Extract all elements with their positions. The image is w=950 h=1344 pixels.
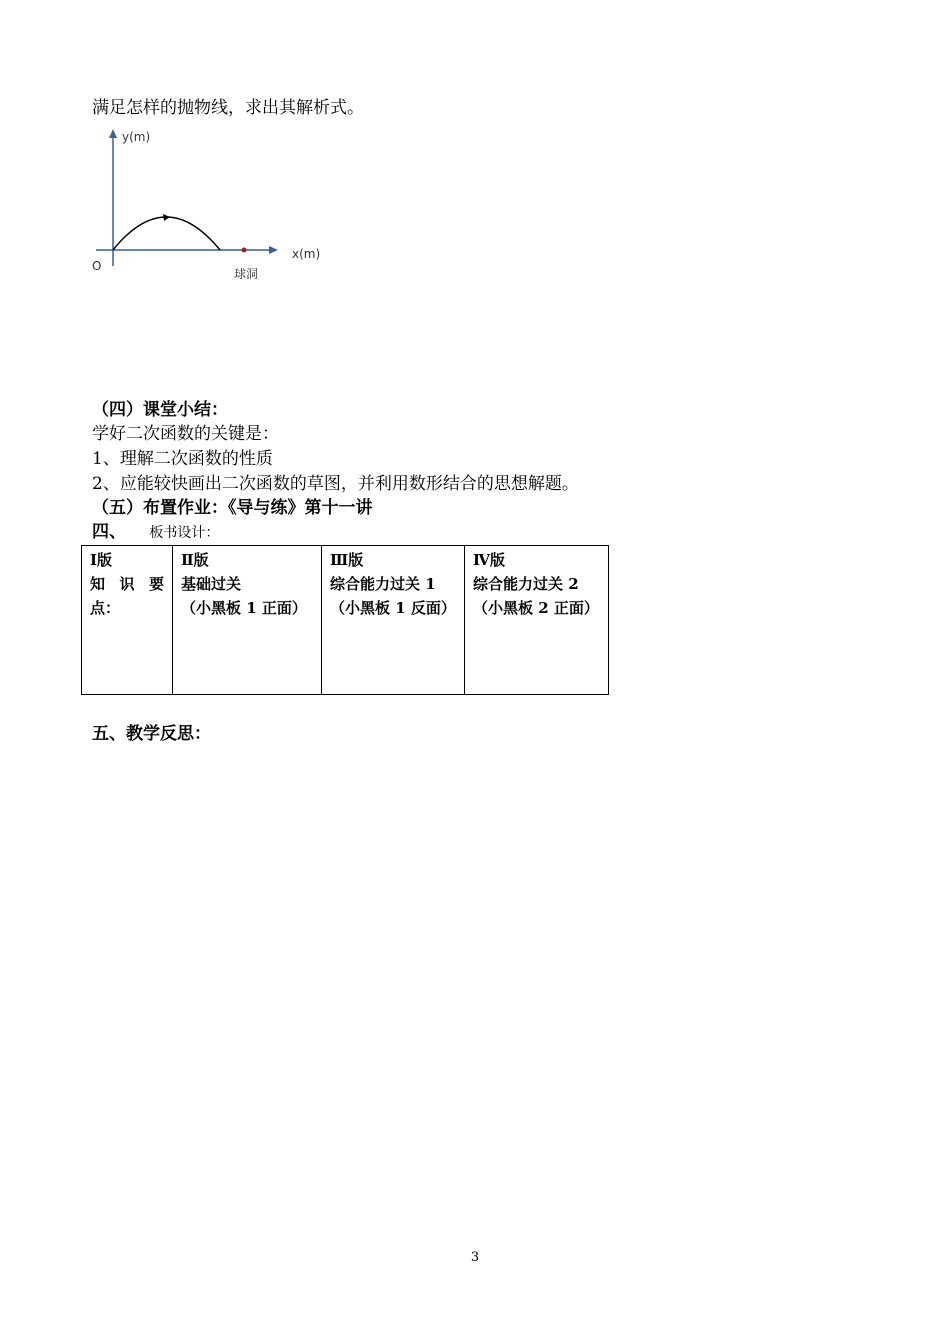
origin-label: O [92,259,102,273]
board-column-title: Ⅰ版 [90,551,113,569]
y-axis-label: y(m) [122,130,151,144]
board-column-line: 基础过关 [181,575,242,593]
reflection-heading: 五、教学反思： [92,724,211,744]
summary-point: 2、应能较快画出二次函数的草图，并利用数形结合的思想解题。 [92,474,579,494]
board-column [465,546,609,695]
parabola-diagram [88,126,328,286]
parabola-curve [113,217,220,250]
board-column [322,546,465,695]
golf-hole-marker [242,248,247,253]
page-number: 3 [470,1250,480,1265]
homework-line: （五）布置作业：《导与练》第十一讲 [92,498,373,518]
summary-heading: （四）课堂小结： [92,400,228,420]
board-column-title: Ⅱ版 [181,551,209,569]
x-axis-arrow [269,246,278,254]
board-column-line: （小黑板 1 反面） [330,599,456,617]
board-column-line: 知 识 要 [90,575,164,593]
board-column-line: 综合能力过关 2 [473,575,579,593]
y-axis-arrow [109,129,117,138]
board-column-line: （小黑板 1 正面） [181,599,307,617]
summary-point: 1、理解二次函数的性质 [92,449,273,469]
board-design-heading [92,522,219,543]
board-column [173,546,322,695]
intro-text: 满足怎样的抛物线，求出其解析式。 [92,98,364,118]
hole-label: 球洞 [234,267,259,281]
board-design-title: 板书设计： [149,525,220,541]
board-design-table [81,545,609,695]
board-column [82,546,173,695]
x-axis-label: x(m) [292,247,321,261]
parabola-arrow [163,214,170,221]
board-column-title: Ⅳ版 [473,551,506,569]
board-column-line: （小黑板 2 正面） [473,599,599,617]
board-design-number: 四、 [92,522,126,542]
board-column-line: 综合能力过关 1 [330,575,436,593]
summary-intro: 学好二次函数的关键是： [92,424,279,444]
board-column-line: 点： [90,599,121,617]
board-column-title: Ⅲ版 [330,551,364,569]
